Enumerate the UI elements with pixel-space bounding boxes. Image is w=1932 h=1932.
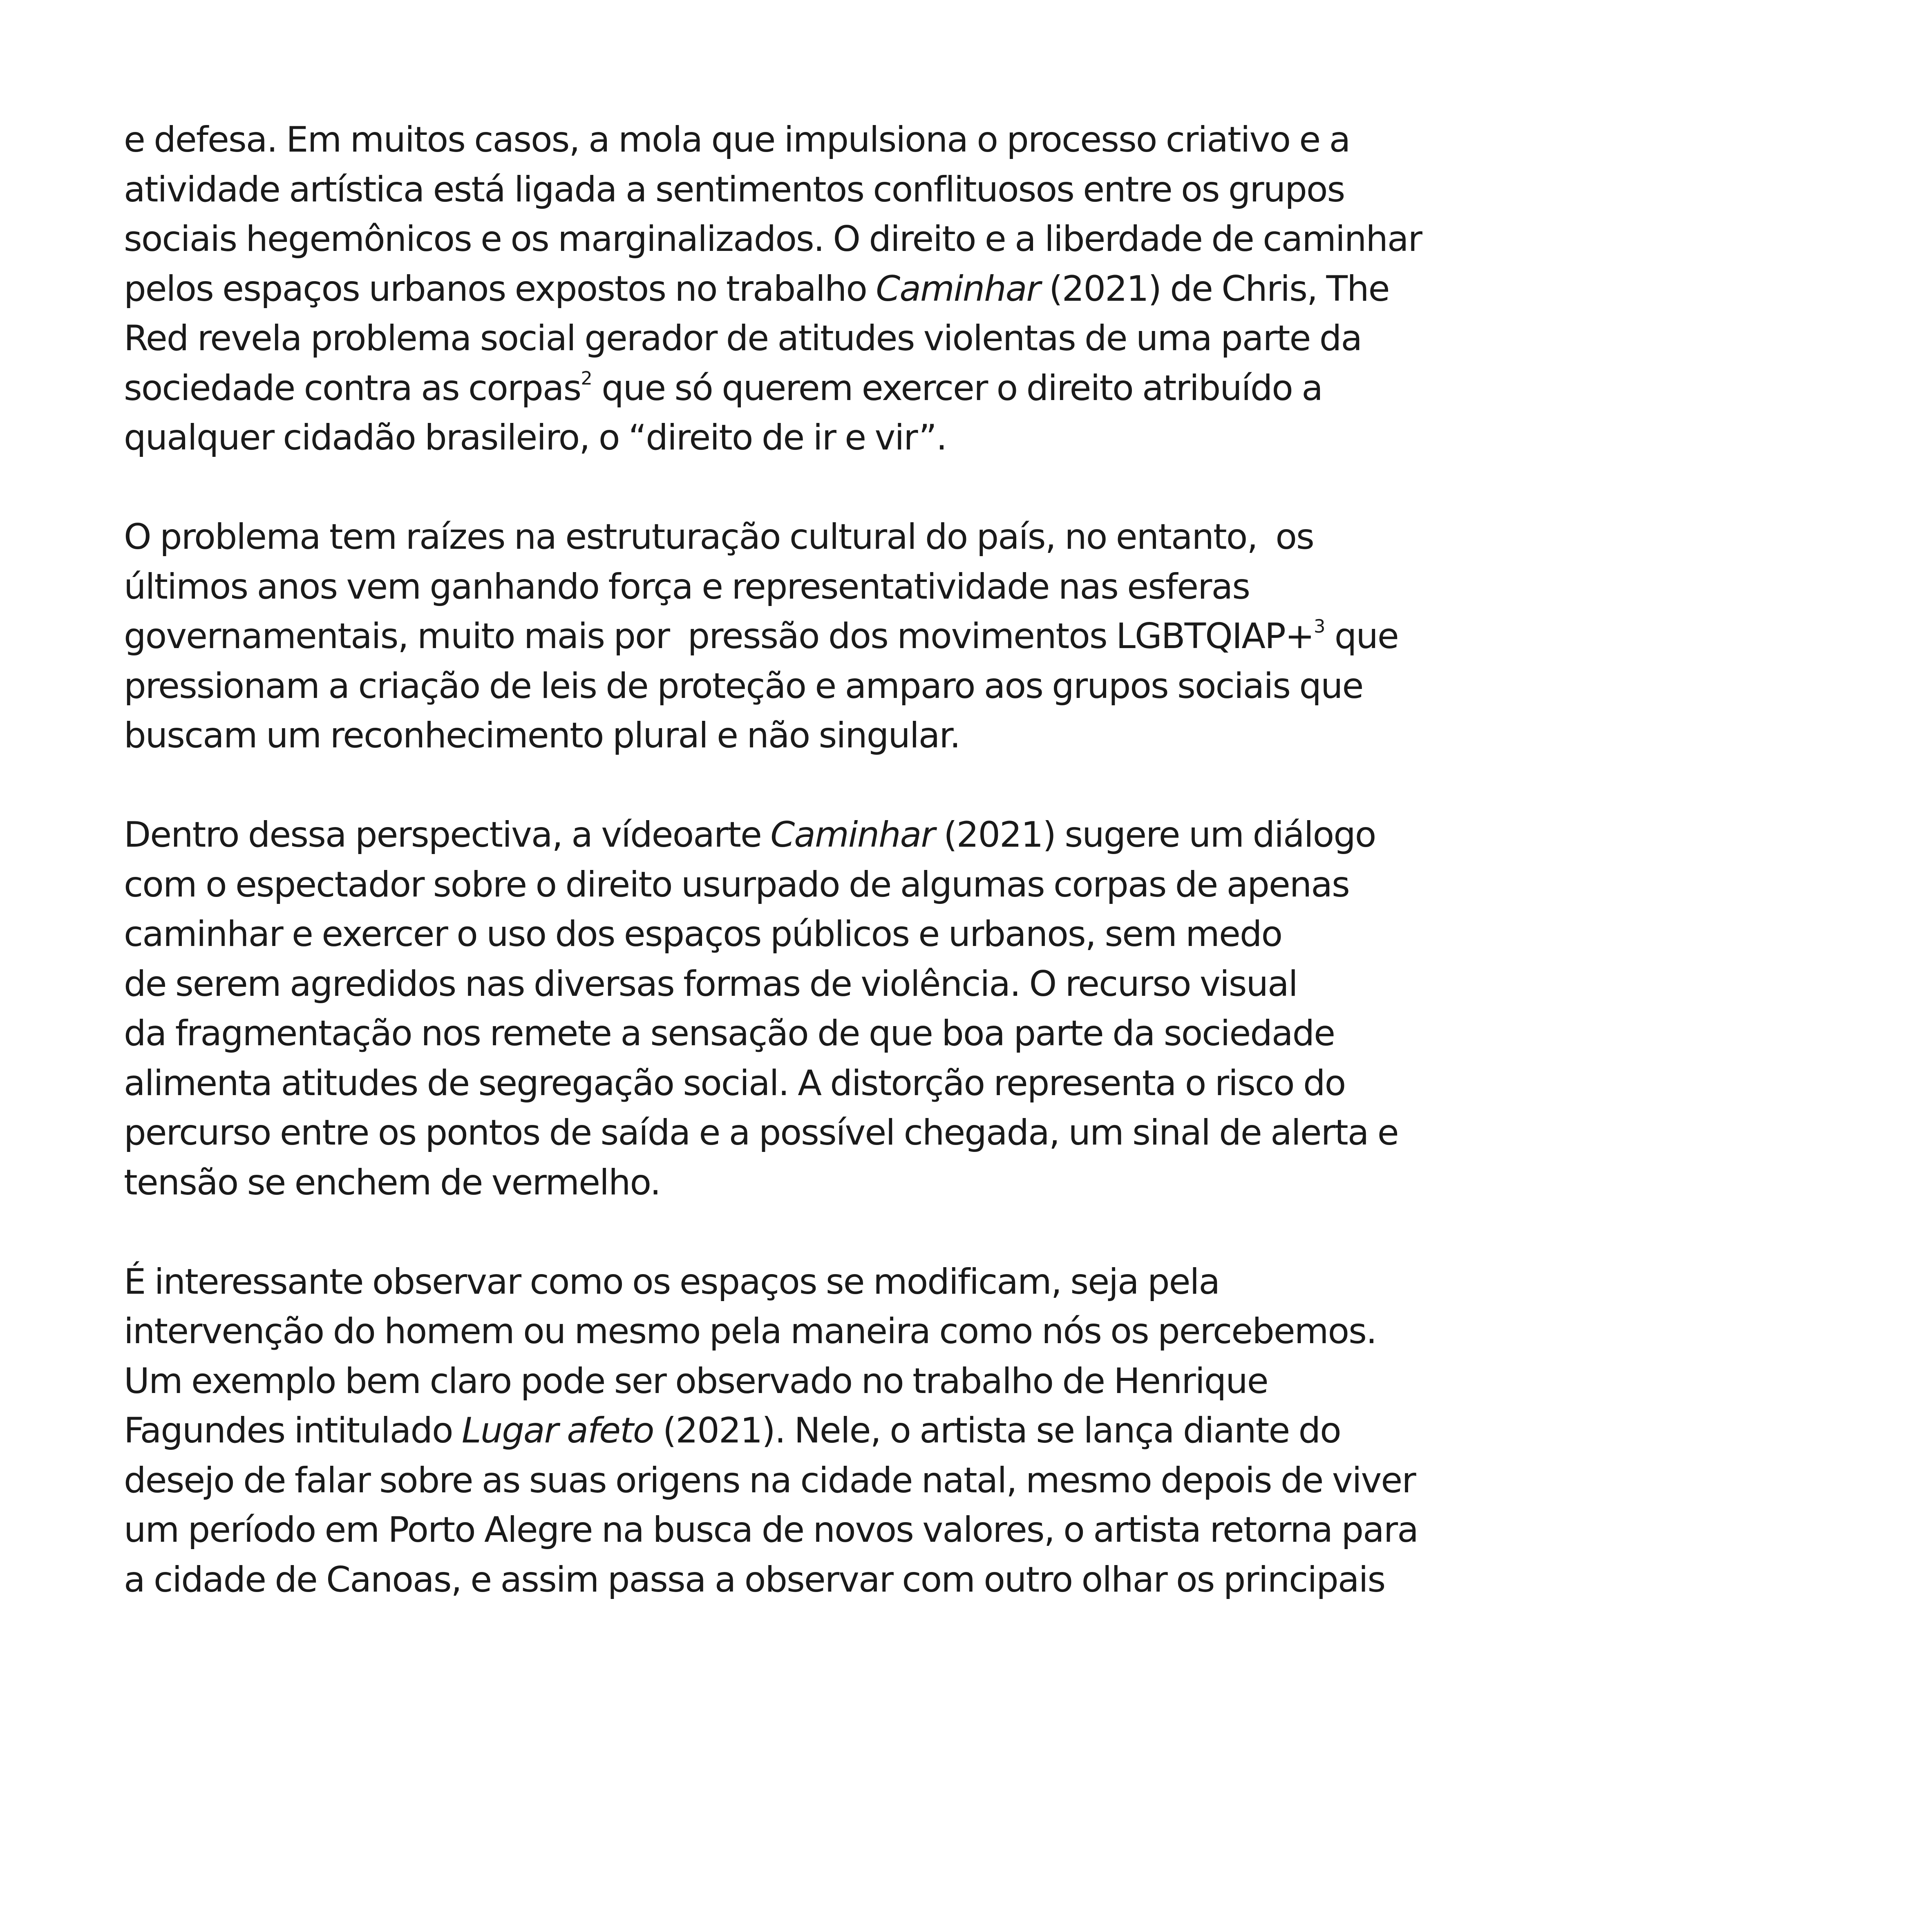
text-run: um período em Porto Alegre na busca de novos valores, o artista retorna para <box>124 1509 1418 1550</box>
text-run: (2021). Nele, o artista se lança diante do <box>653 1410 1341 1451</box>
text-line <box>124 165 1595 215</box>
text-run: e defesa. Em muitos casos, a mola que impulsiona o processo criativo e a <box>124 119 1350 160</box>
text-line <box>124 413 1595 463</box>
text-run: alimenta atitudes de segregação social. A distorção representa o risco do <box>124 1062 1346 1104</box>
text-run: da fragmentação nos remete a sensação de que boa parte da sociedade <box>124 1013 1335 1054</box>
text-line <box>124 1357 1595 1407</box>
text-line <box>124 1257 1595 1307</box>
text-run: (2021) de Chris, The <box>1040 268 1389 309</box>
text-line <box>124 1456 1595 1506</box>
footnote-marker: 2 <box>581 367 593 389</box>
text-line <box>124 860 1595 910</box>
text-run: caminhar e exercer o uso dos espaços públicos e urbanos, sem medo <box>124 914 1282 955</box>
text-run: pressionam a criação de leis de proteção e amparo aos grupos sociais que <box>124 665 1363 707</box>
text-line <box>124 910 1595 959</box>
text-run: percurso entre os pontos de saída e a possível chegada, um sinal de alerta e <box>124 1112 1398 1153</box>
text-run: a cidade de Canoas, e assim passa a observar com outro olhar os principais <box>124 1559 1385 1600</box>
text-line <box>124 1406 1595 1456</box>
text-line <box>124 1108 1595 1158</box>
text-line <box>124 1059 1595 1109</box>
text-line <box>124 662 1595 711</box>
paragraph-3 <box>124 810 1595 1208</box>
text-run: sociedade contra as corpas <box>124 367 581 409</box>
text-line <box>124 612 1595 662</box>
text-line <box>124 1505 1595 1555</box>
text-line <box>124 810 1595 860</box>
text-line <box>124 562 1595 612</box>
text-run: Dentro dessa perspectiva, a vídeoarte <box>124 814 771 855</box>
artwork-title: Caminhar <box>770 814 935 855</box>
text-run: Um exemplo bem claro pode ser observado no trabalho de Henrique <box>124 1360 1268 1402</box>
text-line <box>124 1307 1595 1357</box>
text-run: O problema tem raízes na estruturação cultural do país, no entanto, os <box>124 517 1314 557</box>
text-run: Fagundes intitulado <box>124 1410 462 1451</box>
text-run: que <box>1325 616 1398 657</box>
text-run: desejo de falar sobre as suas origens na cidade natal, mesmo depois de viver <box>124 1460 1415 1501</box>
text-run: É interessante observar como os espaços se modificam, seja pela <box>124 1261 1220 1302</box>
text-line <box>124 215 1595 264</box>
text-run: (2021) sugere um diálogo <box>934 814 1376 855</box>
document-body <box>124 115 1595 1655</box>
text-run: sociais hegemônicos e os marginalizados. O direito e a liberdade de caminhar <box>124 219 1422 259</box>
text-run: atividade artística está ligada a sentimentos conflituosos entre os grupos <box>124 169 1345 210</box>
text-run: que só querem exercer o direito atribuído a <box>592 367 1322 409</box>
text-line <box>124 512 1595 562</box>
text-line <box>124 1555 1595 1605</box>
text-run: últimos anos vem ganhando força e representatividade nas esferas <box>124 566 1250 607</box>
text-run: qualquer cidadão brasileiro, o “direito de ir e vir”. <box>124 417 947 458</box>
artwork-title: Lugar afeto <box>461 1410 654 1451</box>
paragraph-1 <box>124 115 1595 463</box>
text-run: pelos espaços urbanos expostos no trabalho <box>124 268 876 309</box>
text-run: intervenção do homem ou mesmo pela maneira como nós os percebemos. <box>124 1311 1377 1352</box>
paragraph-2 <box>124 512 1595 761</box>
footnote-marker: 3 <box>1313 615 1326 637</box>
text-line <box>124 115 1595 165</box>
text-run: com o espectador sobre o direito usurpado de algumas corpas de apenas <box>124 864 1349 905</box>
text-line <box>124 364 1595 414</box>
text-line <box>124 1158 1595 1208</box>
text-run: buscam um reconhecimento plural e não singular. <box>124 715 960 756</box>
text-line <box>124 711 1595 761</box>
text-run: Red revela problema social gerador de atitudes violentas de uma parte da <box>124 318 1362 359</box>
text-line <box>124 1009 1595 1059</box>
text-line <box>124 959 1595 1009</box>
text-line <box>124 314 1595 364</box>
text-run: governamentais, muito mais por pressão dos movimentos LGBTQIAP+ <box>124 616 1314 657</box>
text-line <box>124 264 1595 314</box>
text-run: tensão se enchem de vermelho. <box>124 1162 660 1203</box>
paragraph-4 <box>124 1257 1595 1605</box>
text-run: de serem agredidos nas diversas formas de violência. O recurso visual <box>124 963 1297 1004</box>
artwork-title: Caminhar <box>876 268 1040 309</box>
